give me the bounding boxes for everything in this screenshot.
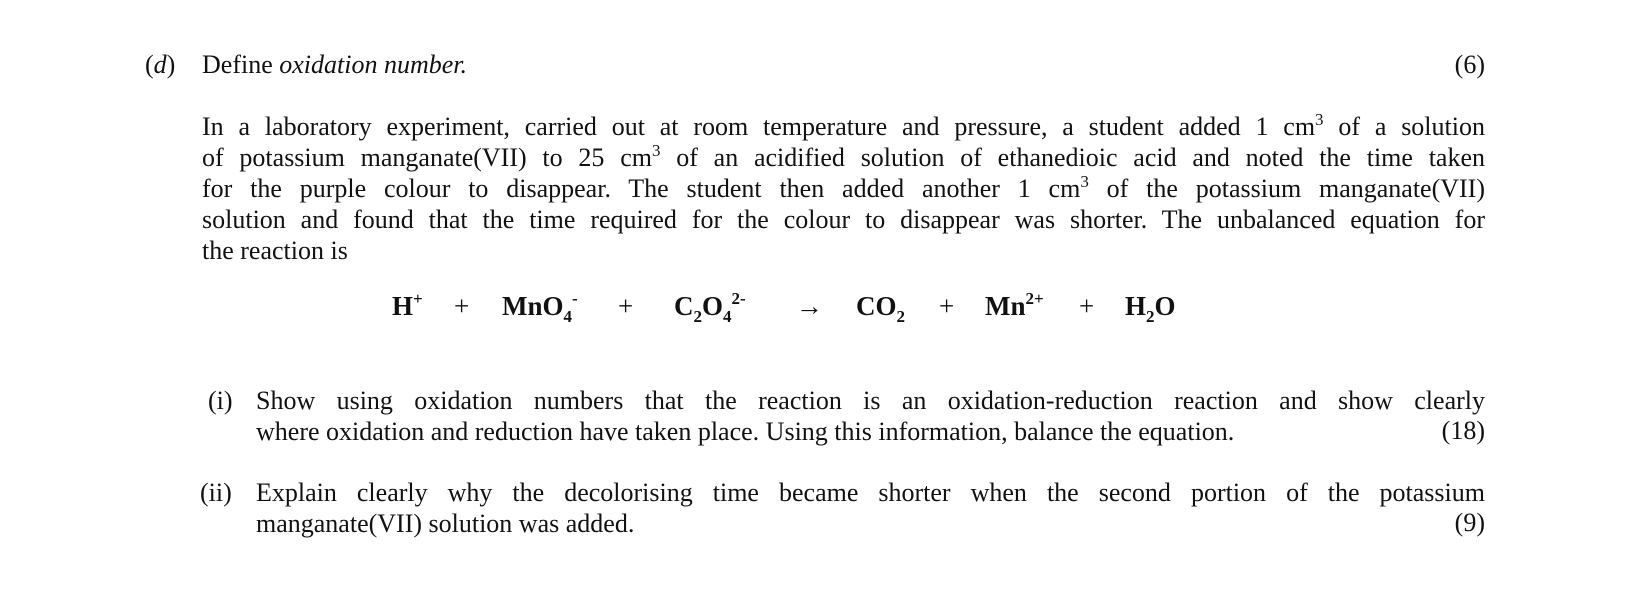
subpart-i-number: (i) bbox=[208, 386, 233, 415]
species-manganese-ion: $Mn^{2+}$ bbox=[985, 289, 1044, 321]
subpart-ii-line: manganate(VII) solution was added. bbox=[256, 509, 635, 538]
subpart-i-text bbox=[256, 385, 1485, 447]
plus-sign: + bbox=[618, 291, 634, 321]
species-ethanedioate: $C_2O_4^{2-}$ bbox=[674, 289, 746, 326]
intro-paragraph bbox=[202, 111, 1485, 266]
marks-part-i: (18) bbox=[1441, 416, 1485, 445]
intro-line: In a laboratory experiment, carried out at room temperature and pressure, a student added 1 $cm^3$ of a solution bbox=[202, 110, 1485, 141]
subpart-ii-text bbox=[256, 477, 1485, 539]
reaction-arrow: → bbox=[796, 291, 823, 321]
intro-line: for the purple colour to disappear. The student then added another 1 $cm^3$ of the potassium manganate(VII) bbox=[202, 172, 1485, 203]
subpart-i-line: where oxidation and reduction have taken place. Using this information, balance the equation. bbox=[256, 417, 1235, 446]
subpart-ii-line: Explain clearly why the decolorising time became shorter when the second portion of the potassium bbox=[256, 478, 1485, 507]
question-label: (d) bbox=[145, 50, 176, 79]
species-permanganate: MnO$_4$- bbox=[502, 289, 578, 326]
marks-part-d: (6) bbox=[1454, 50, 1485, 79]
question-prompt: Define oxidation number. bbox=[202, 50, 468, 79]
plus-sign: + bbox=[939, 291, 955, 321]
intro-line: of potassium manganate(VII) to 25 $cm^3$ of an acidified solution of ethanedioic acid and noted the time taken bbox=[202, 141, 1486, 172]
species-carbon-dioxide: $CO_2$ bbox=[856, 291, 905, 326]
subpart-i-line: Show using oxidation numbers that the reaction is an oxidation-reduction reaction and show clearly bbox=[256, 386, 1485, 415]
subpart-ii-number: (ii) bbox=[200, 478, 232, 507]
intro-line: solution and found that the time required for the colour to disappear was shorter. The unbalanced equation for bbox=[202, 205, 1485, 234]
plus-sign: + bbox=[454, 291, 470, 321]
marks-part-ii: (9) bbox=[1454, 508, 1485, 537]
species-h-plus: H+ bbox=[392, 289, 423, 321]
plus-sign: + bbox=[1079, 291, 1095, 321]
species-water: $H_2O$ bbox=[1125, 291, 1176, 326]
intro-line: the reaction is bbox=[202, 236, 348, 265]
